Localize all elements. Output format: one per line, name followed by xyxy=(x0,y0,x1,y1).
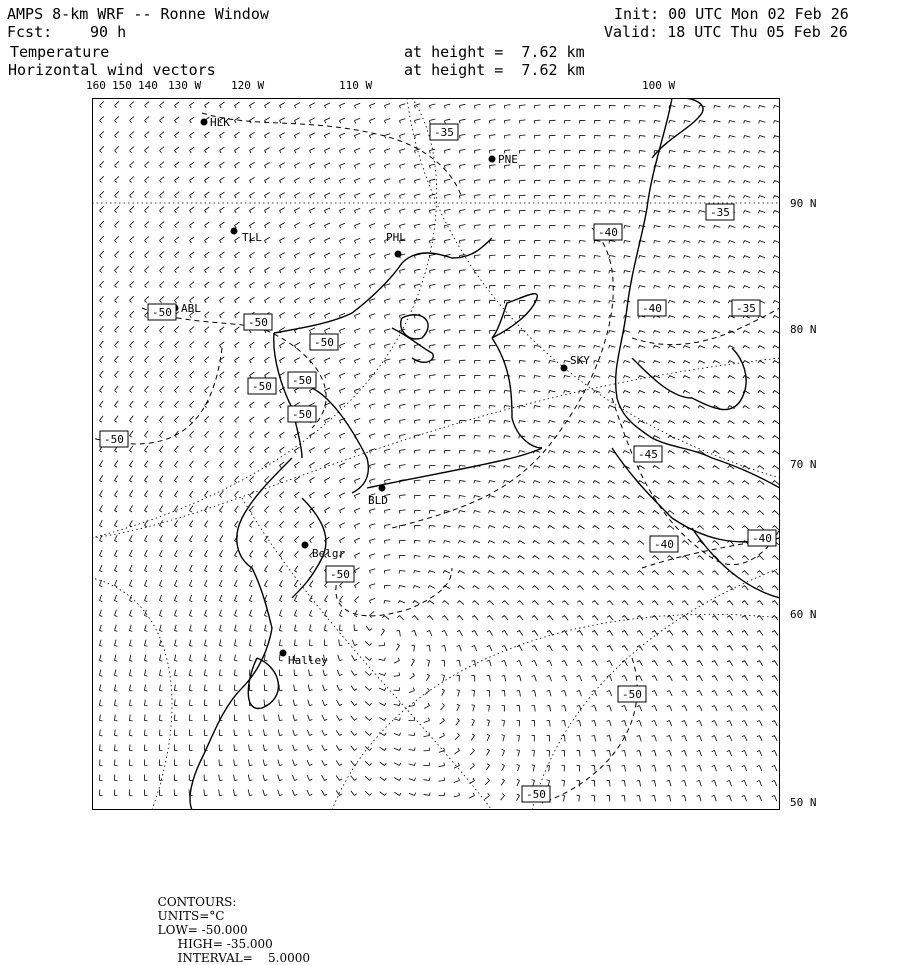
contour-box xyxy=(594,224,622,240)
lat-label-70: 70 N xyxy=(790,458,817,471)
contour-box-label: -50 xyxy=(314,336,334,349)
forecast-label: Fcst: xyxy=(7,23,53,41)
station-marker-bld xyxy=(379,485,386,492)
station-label-hlk: HLK xyxy=(210,116,230,129)
contour-interval: INTERVAL= 5.0000 xyxy=(177,951,311,965)
lat-label-60: 60 N xyxy=(790,608,817,621)
contour-box xyxy=(638,300,666,316)
lat-label-90: 90 N xyxy=(790,197,817,210)
station-marker-halley xyxy=(280,650,287,657)
init-time: Init: 00 UTC Mon 02 Feb 26 xyxy=(614,5,849,23)
contour-box-label: -35 xyxy=(710,206,730,219)
contour-box-label: -40 xyxy=(654,538,674,551)
contour-box xyxy=(706,204,734,220)
field2-name: Horizontal wind vectors xyxy=(8,61,216,79)
station-label-belgr: Belgr xyxy=(312,547,346,560)
contour-box xyxy=(326,566,354,582)
lon-label-100: 100 W xyxy=(642,79,676,92)
station-marker-tll xyxy=(231,228,238,235)
station-label-phl: PHL xyxy=(386,231,406,244)
station-marker-phl xyxy=(395,251,402,258)
contour-box xyxy=(288,406,316,422)
field1-level: at height = 7.62 km xyxy=(404,43,585,61)
lon-label-120: 120 W xyxy=(231,79,265,92)
station-label-tll: TLL xyxy=(242,231,262,244)
contour-box-label: -50 xyxy=(330,568,350,581)
contour-box xyxy=(618,686,646,702)
station-marker-sky xyxy=(561,365,568,372)
contour-box xyxy=(244,314,272,330)
lon-label-160: 160 xyxy=(86,79,106,92)
station-label-pne: PNE xyxy=(498,153,518,166)
station-label-bld: BLD xyxy=(368,494,388,507)
contour-box-label: -50 xyxy=(248,316,268,329)
contour-box xyxy=(100,431,128,447)
contour-box-label: -50 xyxy=(292,374,312,387)
lon-label-140: 140 xyxy=(138,79,158,92)
forecast-hours: 90 h xyxy=(90,23,127,41)
contour-box xyxy=(248,378,276,394)
contour-box xyxy=(148,304,176,320)
lon-label-130: 130 W xyxy=(168,79,202,92)
station-marker-belgr xyxy=(302,542,309,549)
contour-box xyxy=(732,300,760,316)
lat-label-80: 80 N xyxy=(790,323,817,336)
map-plot xyxy=(92,98,780,810)
contour-box-label: -50 xyxy=(252,380,272,393)
contour-box-label: -50 xyxy=(292,408,312,421)
contour-box-label: -40 xyxy=(752,532,772,545)
station-label-halley: Halley xyxy=(288,654,328,667)
contour-units: UNITS=°C xyxy=(157,909,225,923)
contour-box xyxy=(522,786,550,802)
field2-level: at height = 7.62 km xyxy=(404,61,585,79)
contour-box-label: -50 xyxy=(526,788,546,801)
map-title: AMPS 8-km WRF -- Ronne Window xyxy=(7,5,269,23)
contour-box-label: -50 xyxy=(152,306,172,319)
contour-box-label: -40 xyxy=(642,302,662,315)
contour-box-label: -35 xyxy=(736,302,756,315)
valid-time: Valid: 18 UTC Thu 05 Feb 26 xyxy=(604,23,848,41)
lat-label-50: 50 N xyxy=(790,796,817,809)
contour-box xyxy=(288,372,316,388)
contour-box-label: -50 xyxy=(622,688,642,701)
contour-box xyxy=(310,334,338,350)
lon-label-150: 150 xyxy=(112,79,132,92)
contour-high: HIGH= -35.000 xyxy=(177,937,273,951)
map-frame xyxy=(93,99,780,810)
contour-legend-title: CONTOURS: xyxy=(157,895,237,909)
contour-box xyxy=(650,536,678,552)
contour-box xyxy=(748,530,776,546)
station-label-abl: ABL xyxy=(181,302,201,315)
station-label-sky: SKY xyxy=(570,354,590,367)
contour-box-label: -50 xyxy=(104,433,124,446)
lon-label-110: 110 W xyxy=(339,79,373,92)
contour-legend xyxy=(150,881,314,965)
contour-box-label: -45 xyxy=(638,448,658,461)
station-marker-pne xyxy=(489,156,496,163)
contour-box xyxy=(430,124,458,140)
field1-name: Temperature xyxy=(10,43,110,61)
contour-low: LOW= -50.000 xyxy=(157,923,248,937)
contour-box-label: -40 xyxy=(598,226,618,239)
station-marker-hlk xyxy=(201,119,208,126)
contour-box xyxy=(634,446,662,462)
contour-box-label: -35 xyxy=(434,126,454,139)
